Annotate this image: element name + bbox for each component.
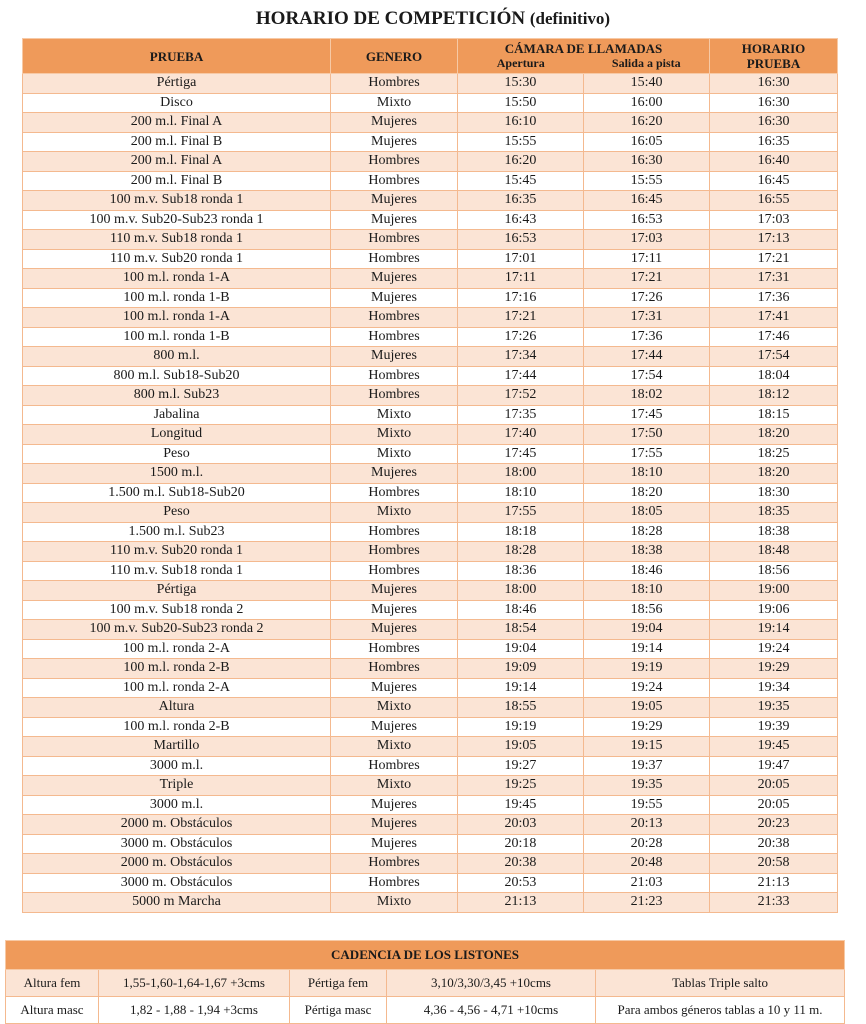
table-row [23,171,838,191]
genero-cell: Hombres [331,152,458,172]
genero-cell: Hombres [331,230,458,250]
prueba-cell: 100 m.v. Sub18 ronda 1 [23,191,331,211]
genero-cell: Mixto [331,93,458,113]
table-row [23,815,838,835]
schedule-header-row [23,39,838,74]
salida-cell: 17:21 [584,269,710,289]
cadencia-label: Pértiga masc [290,997,387,1024]
cadencia-label: Pértiga fem [290,970,387,997]
genero-cell: Mujeres [331,600,458,620]
prueba-cell: Jabalina [23,405,331,425]
genero-cell: Mujeres [331,269,458,289]
table-row [23,386,838,406]
genero-cell: Mujeres [331,347,458,367]
prueba-cell: 100 m.l. ronda 2-B [23,659,331,679]
apertura-cell: 17:34 [458,347,584,367]
salida-cell: 19:29 [584,717,710,737]
salida-cell: 18:10 [584,581,710,601]
genero-cell: Mixto [331,425,458,445]
prueba-cell: 200 m.l. Final A [23,113,331,133]
prueba-cell: 200 m.l. Final B [23,171,331,191]
horario-cell: 18:15 [710,405,838,425]
prueba-cell: 2000 m. Obstáculos [23,815,331,835]
table-row [23,600,838,620]
salida-cell: 16:00 [584,93,710,113]
horario-cell: 16:35 [710,132,838,152]
horario-cell: 19:47 [710,756,838,776]
apertura-cell: 17:55 [458,503,584,523]
prueba-cell: 110 m.v. Sub20 ronda 1 [23,249,331,269]
cadencia-note: Tablas Triple salto [596,970,845,997]
apertura-cell: 18:00 [458,464,584,484]
apertura-cell: 18:10 [458,483,584,503]
genero-cell: Mujeres [331,191,458,211]
apertura-cell: 17:16 [458,288,584,308]
prueba-cell: Peso [23,444,331,464]
table-row [23,522,838,542]
salida-cell: 16:30 [584,152,710,172]
apertura-cell: 16:43 [458,210,584,230]
apertura-cell: 20:53 [458,873,584,893]
prueba-cell: 100 m.l. ronda 1-B [23,327,331,347]
prueba-cell: Pértiga [23,74,331,94]
horario-cell: 17:36 [710,288,838,308]
salida-cell: 19:04 [584,620,710,640]
apertura-cell: 18:55 [458,698,584,718]
header-horario [710,39,838,74]
apertura-cell: 18:28 [458,542,584,562]
prueba-cell: 100 m.l. ronda 2-B [23,717,331,737]
horario-cell: 16:30 [710,93,838,113]
header-salida: Salida a pista [611,56,681,70]
horario-cell: 16:30 [710,74,838,94]
horario-cell: 16:30 [710,113,838,133]
apertura-cell: 17:40 [458,425,584,445]
prueba-cell: 200 m.l. Final A [23,152,331,172]
apertura-cell: 15:55 [458,132,584,152]
apertura-cell: 16:20 [458,152,584,172]
prueba-cell: 110 m.v. Sub20 ronda 1 [23,542,331,562]
cadencia-row [6,970,845,997]
genero-cell: Mixto [331,698,458,718]
genero-cell: Hombres [331,873,458,893]
horario-cell: 18:12 [710,386,838,406]
apertura-cell: 20:18 [458,834,584,854]
table-row [23,230,838,250]
horario-cell: 21:13 [710,873,838,893]
cadencia-label: Altura masc [6,997,99,1024]
salida-cell: 16:45 [584,191,710,211]
prueba-cell: 100 m.l. ronda 1-B [23,288,331,308]
horario-cell: 17:21 [710,249,838,269]
genero-cell: Mixto [331,503,458,523]
salida-cell: 16:20 [584,113,710,133]
salida-cell: 18:56 [584,600,710,620]
salida-cell: 19:05 [584,698,710,718]
table-row [23,483,838,503]
apertura-cell: 17:26 [458,327,584,347]
genero-cell: Hombres [331,249,458,269]
horario-cell: 16:55 [710,191,838,211]
table-row [23,191,838,211]
table-row [23,308,838,328]
horario-cell: 17:13 [710,230,838,250]
genero-cell: Hombres [331,386,458,406]
prueba-cell: 100 m.v. Sub20-Sub23 ronda 1 [23,210,331,230]
salida-cell: 18:20 [584,483,710,503]
salida-cell: 17:54 [584,366,710,386]
horario-cell: 20:58 [710,854,838,874]
schedule-body [23,74,838,913]
horario-cell: 18:35 [710,503,838,523]
horario-cell: 21:33 [710,893,838,913]
prueba-cell: 110 m.v. Sub18 ronda 1 [23,230,331,250]
table-row [23,542,838,562]
horario-cell: 18:48 [710,542,838,562]
horario-cell: 17:41 [710,308,838,328]
table-row [23,561,838,581]
salida-cell: 17:26 [584,288,710,308]
apertura-cell: 15:50 [458,93,584,113]
table-row [23,756,838,776]
salida-cell: 19:15 [584,737,710,757]
salida-cell: 20:13 [584,815,710,835]
genero-cell: Mixto [331,737,458,757]
prueba-cell: 200 m.l. Final B [23,132,331,152]
salida-cell: 19:14 [584,639,710,659]
horario-cell: 19:24 [710,639,838,659]
table-row [23,444,838,464]
horario-cell: 18:04 [710,366,838,386]
table-row [23,854,838,874]
apertura-cell: 17:21 [458,308,584,328]
salida-cell: 17:36 [584,327,710,347]
cadencia-value: 4,36 - 4,56 - 4,71 +10cms [387,997,596,1024]
horario-cell: 19:34 [710,678,838,698]
apertura-cell: 15:45 [458,171,584,191]
prueba-cell: Pértiga [23,581,331,601]
apertura-cell: 18:00 [458,581,584,601]
table-row [23,132,838,152]
apertura-cell: 19:25 [458,776,584,796]
prueba-cell: 100 m.l. ronda 2-A [23,678,331,698]
salida-cell: 18:28 [584,522,710,542]
genero-cell: Hombres [331,366,458,386]
apertura-cell: 16:35 [458,191,584,211]
genero-cell: Hombres [331,171,458,191]
horario-cell: 18:20 [710,425,838,445]
prueba-cell: 800 m.l. Sub23 [23,386,331,406]
apertura-cell: 16:53 [458,230,584,250]
cadencia-value: 3,10/3,30/3,45 +10cms [387,970,596,997]
genero-cell: Mixto [331,893,458,913]
prueba-cell: 3000 m. Obstáculos [23,873,331,893]
page-title [0,8,866,30]
table-row [23,249,838,269]
cadencia-value: 1,55-1,60-1,64-1,67 +3cms [99,970,290,997]
table-row [23,873,838,893]
genero-cell: Mujeres [331,210,458,230]
table-row [23,620,838,640]
genero-cell: Hombres [331,854,458,874]
genero-cell: Mujeres [331,113,458,133]
salida-cell: 15:40 [584,74,710,94]
cadencia-row [6,997,845,1024]
prueba-cell: 100 m.l. ronda 1-A [23,308,331,328]
table-row [23,834,838,854]
genero-cell: Mujeres [331,834,458,854]
apertura-cell: 17:45 [458,444,584,464]
genero-cell: Hombres [331,483,458,503]
cadencia-table [5,940,845,1024]
prueba-cell: Disco [23,93,331,113]
apertura-cell: 19:05 [458,737,584,757]
prueba-cell: Altura [23,698,331,718]
horario-cell: 17:46 [710,327,838,347]
salida-cell: 19:55 [584,795,710,815]
genero-cell: Hombres [331,327,458,347]
cadencia-title: CADENCIA DE LOS LISTONES [6,941,845,970]
cadencia-value: 1,82 - 1,88 - 1,94 +3cms [99,997,290,1024]
prueba-cell: 3000 m.l. [23,756,331,776]
table-row [23,347,838,367]
horario-cell: 20:23 [710,815,838,835]
genero-cell: Mujeres [331,815,458,835]
salida-cell: 15:55 [584,171,710,191]
genero-cell: Mixto [331,776,458,796]
table-row [23,74,838,94]
horario-cell: 20:05 [710,776,838,796]
prueba-cell: 1.500 m.l. Sub23 [23,522,331,542]
horario-cell: 19:35 [710,698,838,718]
salida-cell: 18:05 [584,503,710,523]
table-row [23,327,838,347]
genero-cell: Hombres [331,659,458,679]
salida-cell: 21:03 [584,873,710,893]
salida-cell: 19:35 [584,776,710,796]
apertura-cell: 17:35 [458,405,584,425]
apertura-cell: 20:38 [458,854,584,874]
genero-cell: Hombres [331,542,458,562]
apertura-cell: 16:10 [458,113,584,133]
genero-cell: Hombres [331,522,458,542]
apertura-cell: 18:36 [458,561,584,581]
prueba-cell: 2000 m. Obstáculos [23,854,331,874]
cadencia-label: Altura fem [6,970,99,997]
apertura-cell: 19:27 [458,756,584,776]
prueba-cell: 1500 m.l. [23,464,331,484]
table-row [23,659,838,679]
prueba-cell: 5000 m Marcha [23,893,331,913]
title-sub: (definitivo) [529,9,611,28]
horario-cell: 17:31 [710,269,838,289]
salida-cell: 17:55 [584,444,710,464]
prueba-cell: 3000 m. Obstáculos [23,834,331,854]
genero-cell: Hombres [331,561,458,581]
horario-cell: 18:20 [710,464,838,484]
horario-cell: 20:05 [710,795,838,815]
prueba-cell: 800 m.l. [23,347,331,367]
apertura-cell: 19:09 [458,659,584,679]
salida-cell: 20:28 [584,834,710,854]
horario-cell: 19:06 [710,600,838,620]
apertura-cell: 19:04 [458,639,584,659]
apertura-cell: 15:30 [458,74,584,94]
table-row [23,639,838,659]
salida-cell: 19:37 [584,756,710,776]
table-row [23,717,838,737]
prueba-cell: 100 m.l. ronda 2-A [23,639,331,659]
salida-cell: 18:10 [584,464,710,484]
salida-cell: 17:45 [584,405,710,425]
horario-cell: 19:00 [710,581,838,601]
horario-cell: 17:54 [710,347,838,367]
table-row [23,366,838,386]
salida-cell: 19:24 [584,678,710,698]
apertura-cell: 17:44 [458,366,584,386]
horario-cell: 19:14 [710,620,838,640]
horario-cell: 19:39 [710,717,838,737]
salida-cell: 20:48 [584,854,710,874]
prueba-cell: 100 m.v. Sub20-Sub23 ronda 2 [23,620,331,640]
header-prueba: PRUEBA [23,39,331,74]
prueba-cell: 100 m.v. Sub18 ronda 2 [23,600,331,620]
genero-cell: Hombres [331,308,458,328]
table-row [23,93,838,113]
prueba-cell: Peso [23,503,331,523]
prueba-cell: 3000 m.l. [23,795,331,815]
table-row [23,425,838,445]
genero-cell: Mujeres [331,581,458,601]
genero-cell: Mixto [331,444,458,464]
header-camara [458,39,710,74]
apertura-cell: 19:19 [458,717,584,737]
prueba-cell: Martillo [23,737,331,757]
salida-cell: 17:31 [584,308,710,328]
table-row [23,795,838,815]
table-row [23,581,838,601]
salida-cell: 17:11 [584,249,710,269]
salida-cell: 16:53 [584,210,710,230]
table-row [23,288,838,308]
table-row [23,113,838,133]
horario-cell: 18:25 [710,444,838,464]
table-row [23,464,838,484]
apertura-cell: 18:54 [458,620,584,640]
prueba-cell: Triple [23,776,331,796]
horario-cell: 18:56 [710,561,838,581]
salida-cell: 17:50 [584,425,710,445]
genero-cell: Mixto [331,405,458,425]
table-row [23,152,838,172]
genero-cell: Mujeres [331,717,458,737]
genero-cell: Mujeres [331,795,458,815]
horario-cell: 19:45 [710,737,838,757]
genero-cell: Mujeres [331,678,458,698]
salida-cell: 18:38 [584,542,710,562]
salida-cell: 16:05 [584,132,710,152]
cadencia-note: Para ambos géneros tablas a 10 y 11 m. [596,997,845,1024]
salida-cell: 17:03 [584,230,710,250]
apertura-cell: 19:45 [458,795,584,815]
schedule-table [22,38,838,913]
apertura-cell: 18:46 [458,600,584,620]
apertura-cell: 17:11 [458,269,584,289]
prueba-cell: 110 m.v. Sub18 ronda 1 [23,561,331,581]
salida-cell: 18:46 [584,561,710,581]
table-row [23,893,838,913]
apertura-cell: 17:52 [458,386,584,406]
genero-cell: Hombres [331,639,458,659]
horario-cell: 19:29 [710,659,838,679]
salida-cell: 18:02 [584,386,710,406]
title-main: HORARIO DE COMPETICIÓN [255,8,526,29]
table-row [23,737,838,757]
prueba-cell: 800 m.l. Sub18-Sub20 [23,366,331,386]
genero-cell: Hombres [331,756,458,776]
genero-cell: Mujeres [331,464,458,484]
salida-cell: 19:19 [584,659,710,679]
horario-cell: 18:30 [710,483,838,503]
table-row [23,503,838,523]
horario-cell: 16:40 [710,152,838,172]
table-row [23,776,838,796]
apertura-cell: 19:14 [458,678,584,698]
table-row [23,405,838,425]
header-apertura: Apertura [496,56,545,70]
salida-cell: 21:23 [584,893,710,913]
horario-cell: 16:45 [710,171,838,191]
genero-cell: Mujeres [331,132,458,152]
header-camara-label: CÁMARA DE LLAMADAS [504,41,663,56]
prueba-cell: Longitud [23,425,331,445]
table-row [23,698,838,718]
header-genero: GENERO [331,39,458,74]
table-row [23,678,838,698]
prueba-cell: 100 m.l. ronda 1-A [23,269,331,289]
genero-cell: Hombres [331,74,458,94]
apertura-cell: 20:03 [458,815,584,835]
header-horario-line2: PRUEBA [746,56,801,71]
horario-cell: 18:38 [710,522,838,542]
genero-cell: Mujeres [331,288,458,308]
apertura-cell: 21:13 [458,893,584,913]
apertura-cell: 18:18 [458,522,584,542]
table-row [23,269,838,289]
cadencia-body [6,970,845,1024]
table-row [23,210,838,230]
horario-cell: 17:03 [710,210,838,230]
prueba-cell: 1.500 m.l. Sub18-Sub20 [23,483,331,503]
salida-cell: 17:44 [584,347,710,367]
header-horario-line1: HORARIO [741,41,806,56]
horario-cell: 20:38 [710,834,838,854]
genero-cell: Mujeres [331,620,458,640]
apertura-cell: 17:01 [458,249,584,269]
